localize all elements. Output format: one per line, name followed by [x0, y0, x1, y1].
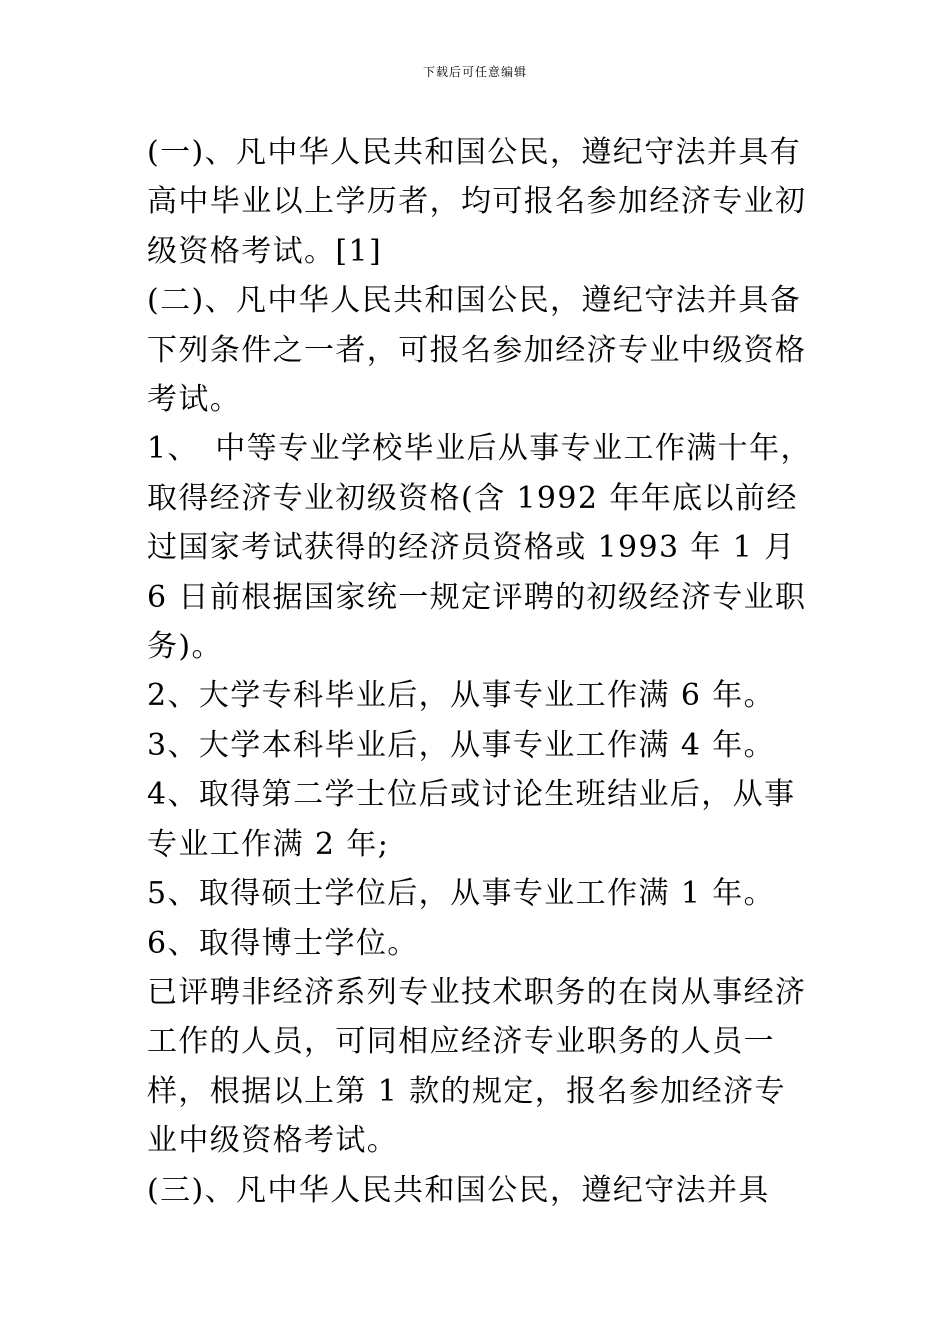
paragraph-qualification-3: (三)、凡中华人民共和国公民，遵纪守法并具	[147, 1172, 770, 1208]
paragraph-note: 已评聘非经济系列专业技术职务的在岗从事经济工作的人员，可同相应经济专业职务的人员一样，根据以上第 1 款的规定，报名参加经济专业中级资格考试。	[147, 974, 807, 1159]
list-item-condition-2: 2、大学专科毕业后，从事专业工作满 6 年。	[147, 678, 776, 714]
list-item-condition-4: 4、取得第二学士位后或讨论生班结业后，从事专业工作满 2 年;	[147, 777, 796, 862]
document-body	[147, 128, 817, 1215]
page-header: 下载后可任意编辑	[422, 65, 527, 79]
paragraph-qualification-2: (二)、凡中华人民共和国公民，遵纪守法并具备下列条件之一者，可报名参加经济专业中级资格考试。	[147, 283, 807, 418]
list-item-condition-1: 1、 中等专业学校毕业后从事专业工作满十年，取得经济专业初级资格(含 1992 年年底以前经过国家考试获得的经济员资格或 1993 年 1 月 6 日前根据国家统一规定评聘的初级经济专业职务)。	[147, 431, 812, 665]
list-item-condition-3: 3、大学本科毕业后，从事专业工作满 4 年。	[147, 727, 776, 763]
list-item-condition-6: 6、取得博士学位。	[147, 925, 419, 961]
list-item-condition-5: 5、取得硕士学位后，从事专业工作满 1 年。	[147, 876, 776, 912]
paragraph-qualification-1: (一)、凡中华人民共和国公民，遵纪守法并具有高中毕业以上学历者，均可报名参加经济专业初级资格考试。[1]	[147, 135, 807, 269]
